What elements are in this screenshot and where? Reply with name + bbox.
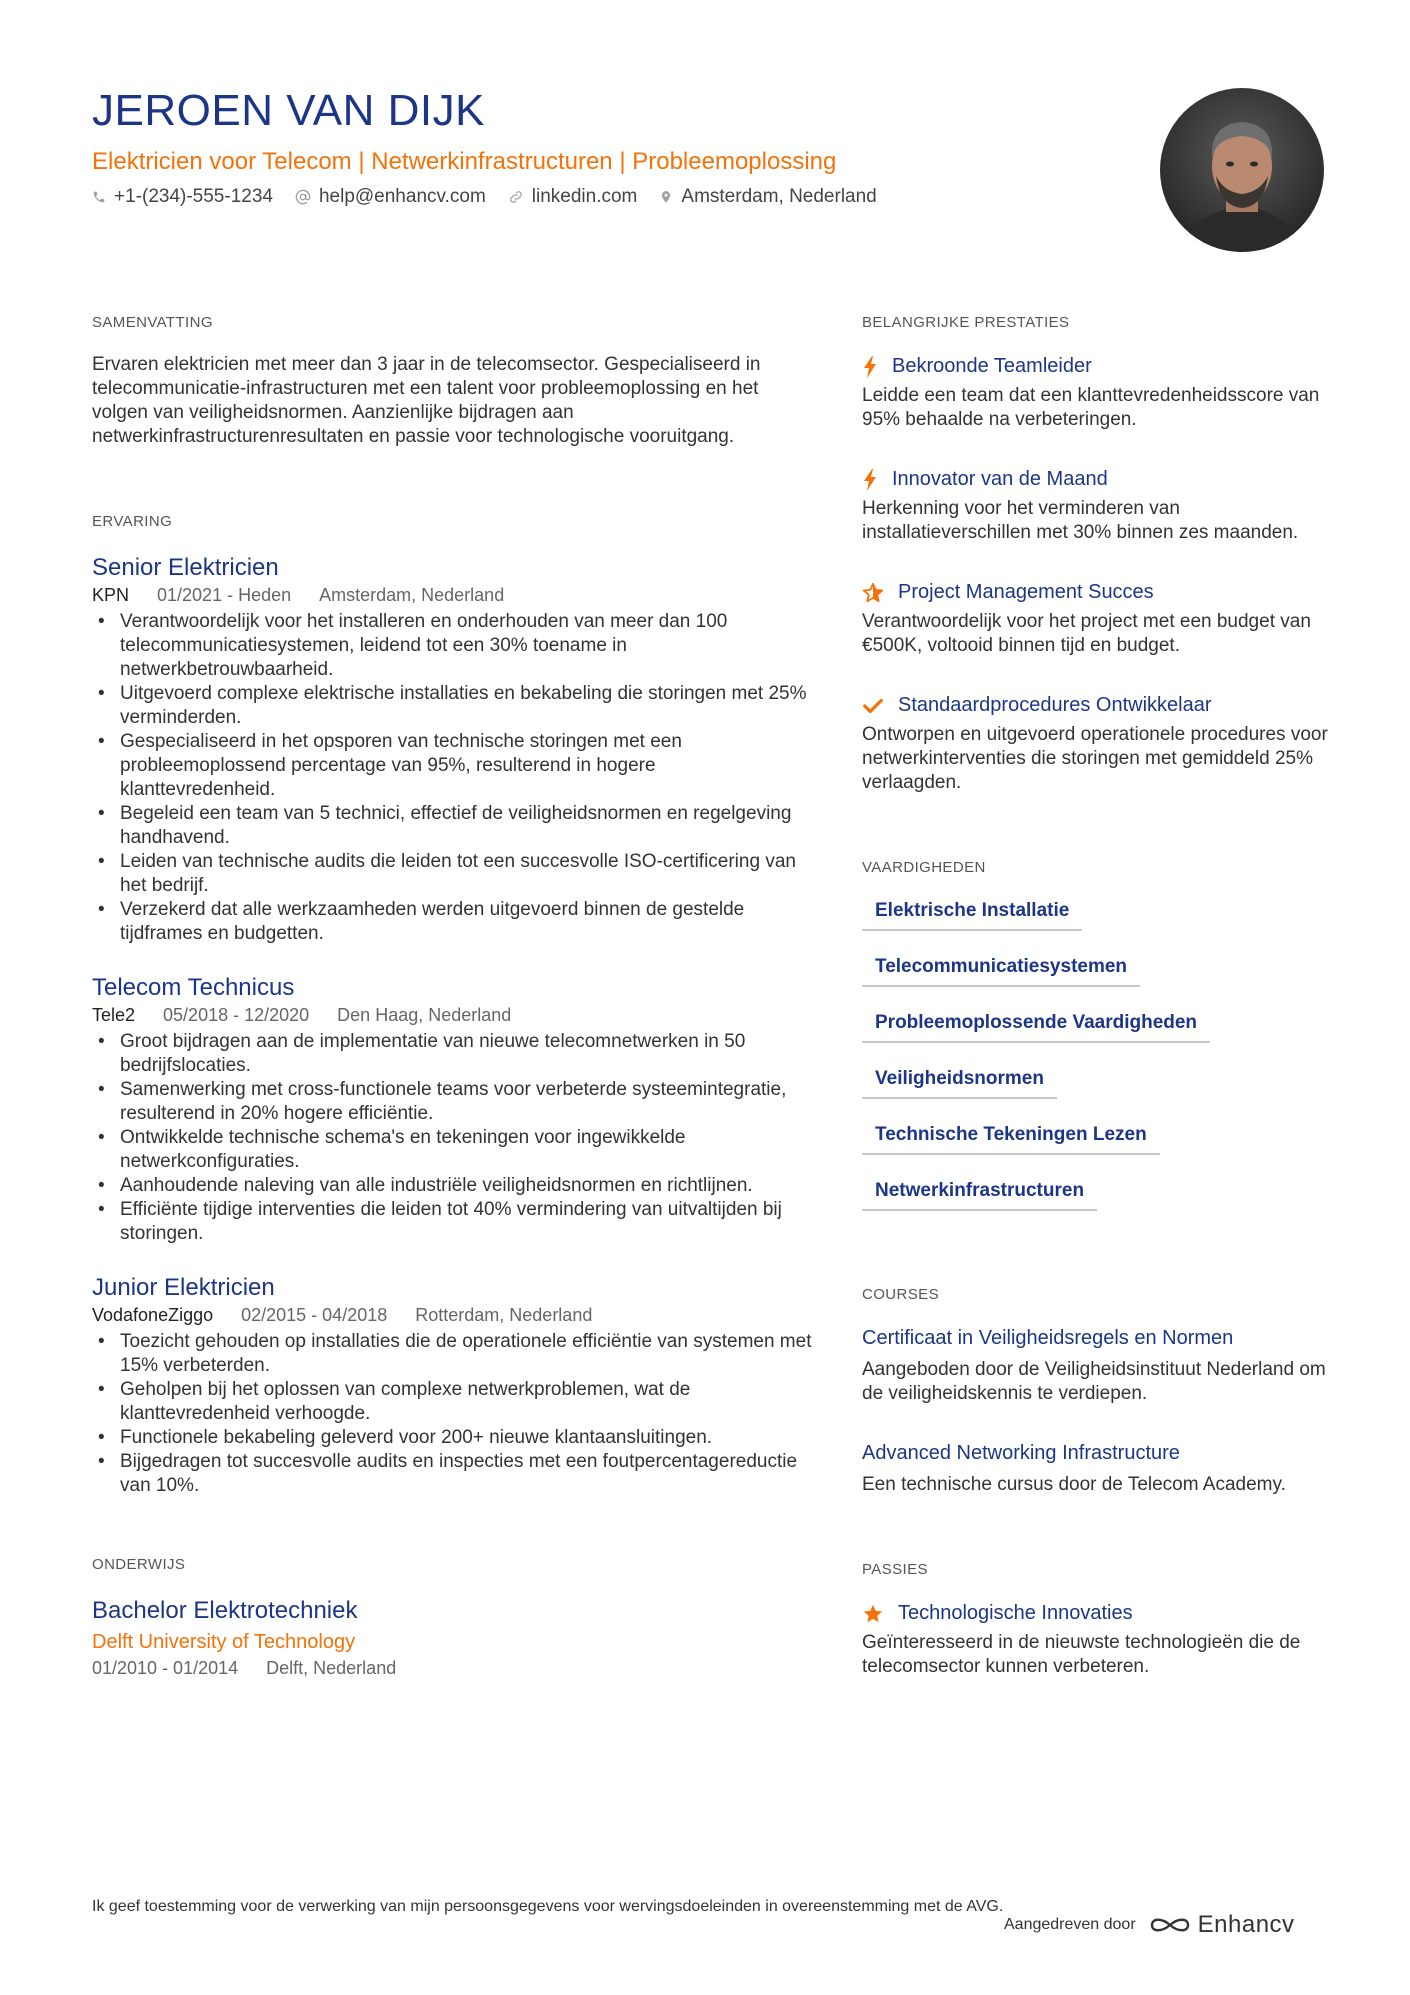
courses-heading: COURSES [862,1286,939,1303]
achievement-desc: Herkenning voor het verminderen van installatieverschillen met 30% binnen zes maanden. [862,498,1299,543]
achievement-item [862,355,1332,432]
list-item: • Groot bijdragen aan de implementatie van nieuwe telecomnetwerken in 50 bedrijfslocaties. [92,1030,812,1078]
achievement-item [862,694,1332,795]
job-dates: 05/2018 - 12/2020 [163,1005,310,1025]
achievement-title: Project Management Succes [898,581,1154,603]
job-meta [92,1305,812,1326]
skill-tag: Probleemoplossende Vaardigheden [862,1012,1210,1043]
job-bullets [92,1330,812,1498]
job-company: KPN [92,585,130,605]
contact-location [659,186,876,208]
profile-photo [1160,88,1324,252]
passion-title: Technologische Innovaties [898,1602,1133,1624]
achievement-desc: Verantwoordelijk voor het project met een budget van €500K, voltooid binnen tijd en budget. [862,611,1311,656]
right-column [862,300,1332,1679]
course-title: Advanced Networking Infrastructure [862,1442,1180,1464]
brand-logo[interactable] [1148,1911,1295,1939]
course-desc: Een technische cursus door de Telecom Academy. [862,1474,1286,1495]
list-item: • Samenwerking met cross-functionele teams voor verbeterde systeemintegratie, resulterend in 20% hogere efficiëntie. [92,1078,812,1126]
skills-heading: VAARDIGHEDEN [862,859,986,876]
email-address: help@enhancv.com [318,186,486,207]
job-bullets [92,1030,812,1246]
list-item: • Toezicht gehouden op installaties die de operationele efficiëntie van systemen met 15% verbeterden. [92,1330,812,1378]
job-company: Tele2 [92,1005,136,1025]
achievement-item [862,468,1332,545]
list-item: • Verantwoordelijk voor het installeren en onderhouden van meer dan 100 telecommunicatiesystemen, leidend tot een 30% toename in netwerkbetrouwbaarheid. [92,610,812,682]
course-item [862,1327,1332,1406]
achievement-item [862,581,1332,658]
job-meta [92,585,812,606]
contact-email[interactable] [295,186,486,208]
job-location: Amsterdam, Nederland [319,585,505,605]
left-column [92,300,812,1679]
course-desc: Aangeboden door de Veiligheidsinstituut Nederland om de veiligheidskennis te verdiepen. [862,1359,1326,1404]
list-item: • Ontwikkelde technische schema's en tekeningen voor ingewikkelde netwerkconfiguraties. [92,1126,812,1174]
education-degree: Bachelor Elektrotechniek [92,1597,358,1624]
course-item [862,1442,1332,1497]
list-item: • Bijgedragen tot succesvolle audits en inspecties met een foutpercentagereductie van 10%. [92,1450,812,1498]
profile-portrait-icon [1160,88,1324,252]
lightning-icon [862,469,878,491]
location-pin-icon [659,189,673,205]
job-company: VodafoneZiggo [92,1305,214,1325]
powered-by-label: Aangedreven door [1004,1916,1136,1933]
list-item: • Geholpen bij het oplossen van complexe netwerkproblemen, wat de klanttevredenheid verhoogde. [92,1378,812,1426]
job-dates: 01/2021 - Heden [157,585,292,605]
job-bullets [92,610,812,946]
summary-text: Ervaren elektricien met meer dan 3 jaar in de telecomsector. Gespecialiseerd in telecommunicatie-infrastructuren met een talent voor probleemoplossing en het volgen van veiligheidsnormen. Aanzienlijke bijdragen aan netwerkinfrastructurenresultaten en passie voor technologische vooruitgang. [92,354,761,447]
brand-name: Enhancv [1197,1911,1295,1938]
skill-tag: Technische Tekeningen Lezen [862,1124,1160,1155]
phone-icon [92,190,106,204]
job-meta [92,1005,812,1026]
education-entry [92,1597,812,1679]
lightning-icon [862,356,878,378]
candidate-name: JEROEN VAN DIJK [92,86,485,135]
job-title: Junior Elektricien [92,1274,275,1301]
list-item: • Uitgevoerd complexe elektrische installaties en bekabeling die storingen met 25% verminderden. [92,682,812,730]
job-location: Den Haag, Nederland [337,1005,512,1025]
skill-tag: Veiligheidsnormen [862,1068,1057,1099]
powered-by [1004,1911,1295,1939]
job-dates: 02/2015 - 04/2018 [241,1305,388,1325]
list-item: • Efficiënte tijdige interventies die leiden tot 40% vermindering van uitvaltijden bij storingen. [92,1198,812,1246]
education-school: Delft University of Technology [92,1631,356,1653]
at-sign-icon [295,189,311,205]
achievement-title: Standaardprocedures Ontwikkelaar [898,694,1212,716]
education-meta [92,1658,812,1679]
enhancv-logo-icon [1148,1914,1192,1936]
achievement-desc: Leidde een team dat een klanttevredenheidsscore van 95% behaalde na verbeteringen. [862,385,1320,430]
location-text: Amsterdam, Nederland [681,186,877,207]
job-entry [92,974,812,1246]
consent-text: Ik geef toestemming voor de verwerking van mijn persoonsgegevens voor wervingsdoeleinden in overeenstemming met de AVG. [92,1898,1004,1915]
skill-tag: Telecommunicatiesystemen [862,956,1140,987]
skills-list [862,900,1332,1236]
achievement-title: Innovator van de Maand [892,468,1108,490]
job-title: Telecom Technicus [92,974,295,1001]
job-entry [92,1274,812,1498]
list-item: • Aanhoudende naleving van alle industriële veiligheidsnormen en richtlijnen. [92,1174,812,1198]
job-location: Rotterdam, Nederland [415,1305,593,1325]
checkmark-icon [862,695,884,717]
achievements-heading: BELANGRIJKE PRESTATIES [862,314,1070,331]
achievement-desc: Ontworpen en uitgevoerd operationele procedures voor netwerkinterventies die storingen met gemiddeld 25% verlaagden. [862,724,1328,793]
education-heading: ONDERWIJS [92,1556,186,1573]
education-location: Delft, Nederland [266,1658,397,1678]
list-item: • Functionele bekabeling geleverd voor 200+ nieuwe klantaansluitingen. [92,1426,812,1450]
candidate-subtitle: Elektricien voor Telecom | Netwerkinfrastructuren | Probleemoplossing [92,148,837,175]
skill-tag: Netwerkinfrastructuren [862,1180,1097,1211]
passion-item [862,1602,1332,1679]
list-item: • Leiden van technische audits die leiden tot een succesvolle ISO-certificering van het bedrijf. [92,850,812,898]
course-title: Certificaat in Veiligheidsregels en Normen [862,1327,1234,1349]
phone-number: +1-(234)-555-1234 [114,186,273,207]
contact-bar [92,186,899,208]
achievement-title: Bekroonde Teamleider [892,355,1092,377]
contact-phone[interactable] [92,186,273,208]
education-dates: 01/2010 - 01/2014 [92,1658,239,1678]
job-entry [92,554,812,946]
contact-linkedin[interactable] [508,186,638,208]
job-title: Senior Elektricien [92,554,279,581]
star-icon [862,1603,884,1625]
summary-heading: SAMENVATTING [92,314,213,331]
experience-heading: ERVARING [92,513,173,530]
skill-tag: Elektrische Installatie [862,900,1082,931]
passions-heading: PASSIES [862,1561,928,1578]
list-item: • Begeleid een team van 5 technici, effectief de veiligheidsnormen en regelgeving handhavend. [92,802,812,850]
passion-desc: Geïnteresseerd in de nieuwste technologieën die de telecomsector kunnen verbeteren. [862,1632,1301,1677]
list-item: • Gespecialiseerd in het opsporen van technische storingen met een probleemoplossend percentage van 95%, resulterend in hogere klanttevredenheid. [92,730,812,802]
list-item: • Verzekerd dat alle werkzaamheden werden uitgevoerd binnen de gestelde tijdframes en budgetten. [92,898,812,946]
star-outline-icon [862,582,884,604]
link-icon [508,189,524,205]
linkedin-link: linkedin.com [531,186,638,207]
